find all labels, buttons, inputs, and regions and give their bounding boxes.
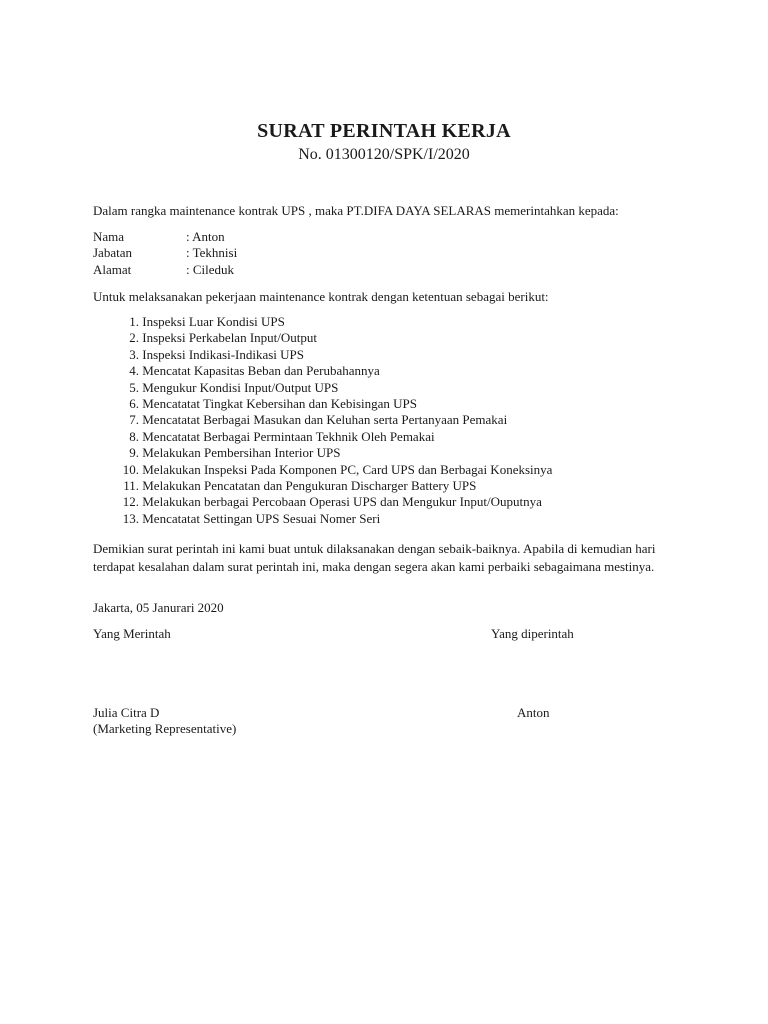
list-item [93,462,552,478]
list-item [93,429,552,445]
document-title: SURAT PERINTAH KERJA [257,120,511,142]
field-label: Alamat [93,261,132,277]
list-item [93,494,552,510]
field-alamat [93,262,234,278]
list-text: Mencatat Kapasitas Beban dan Perubahannya [142,363,380,379]
issuer-label: Yang Merintah [93,626,171,641]
document-number: No. 01300120/SPK/I/2020 [298,146,470,163]
list-text: Melakukan berbagai Percobaan Operasi UPS dan Mengukur Input/Ouputnya [142,494,542,510]
list-number: 2. [129,330,139,346]
list-item [93,314,552,330]
list-number: 6. [129,395,139,411]
field-value: : Tekhnisi [186,245,238,261]
list-item [93,330,552,346]
list-item [93,363,552,379]
list-text: Mencatatat Berbagai Permintaan Tekhnik Oleh Pemakai [142,428,435,444]
list-text: Inspeksi Indikasi-Indikasi UPS [142,346,305,362]
list-number: 1. [129,314,139,329]
field-jabatan [93,245,237,261]
list-number: 11. [123,477,139,493]
closing-paragraph: Demikian surat perintah ini kami buat untuk dilaksanakan dengan sebaik-baiknya. Apabila di kemudian hari terdapat kesalahan dalam surat perintah ini, maka dengan segera akan kami perbaiki sebagaimana mestinya. [93,541,656,574]
list-item [93,347,552,363]
list-number: 7. [129,412,139,428]
field-nama [93,229,225,245]
list-number: 13. [122,510,139,526]
list-text: Inspeksi Perkabelan Input/Output [142,330,317,346]
list-number: 8. [129,428,139,444]
list-item [93,380,552,396]
list-number: 9. [129,445,139,461]
list-item [93,396,552,412]
task-list [93,314,552,527]
field-value: : Anton [186,229,225,244]
list-number: 4. [129,363,139,379]
list-item [93,445,552,461]
list-text: Inspeksi Luar Kondisi UPS [142,314,285,329]
recipient-label: Yang diperintah [491,626,574,641]
field-label: Nama [93,229,125,244]
list-text: Mencatatat Berbagai Masukan dan Keluhan serta Pertanyaan Pemakai [142,412,508,428]
list-text: Melakukan Pencatatan dan Pengukuran Discharger Battery UPS [142,477,477,493]
issuer-title: (Marketing Representative) [93,721,237,737]
list-number: 3. [129,346,139,362]
list-text: Melakukan Pembersihan Interior UPS [142,445,341,461]
list-text: Mengukur Kondisi Input/Output UPS [142,379,339,395]
list-number: 12. [122,494,139,510]
list-text: Melakukan Inspeksi Pada Komponen PC, Card UPS dan Berbagai Koneksinya [142,461,553,477]
list-text: Mencatatat Settingan UPS Sesuai Nomer Seri [142,510,381,526]
list-item [93,412,552,428]
instruction-text: Untuk melaksanakan pekerjaan maintenance kontrak dengan ketentuan sebagai berikut: [93,289,549,304]
issuer-name: Julia Citra D [93,705,160,720]
field-label: Jabatan [93,245,132,261]
list-text: Mencatatat Tingkat Kebersihan dan Kebisingan UPS [142,395,418,411]
intro-text: Dalam rangka maintenance kontrak UPS , maka PT.DIFA DAYA SELARAS memerintahkan kepada: [93,203,619,218]
list-number: 5. [129,379,139,395]
list-item [93,511,552,527]
recipient-name: Anton [517,705,550,720]
list-number: 10. [122,461,139,477]
place-date: Jakarta, 05 Janurari 2020 [93,600,224,615]
list-item [93,478,552,494]
field-value: : Cileduk [186,261,235,277]
